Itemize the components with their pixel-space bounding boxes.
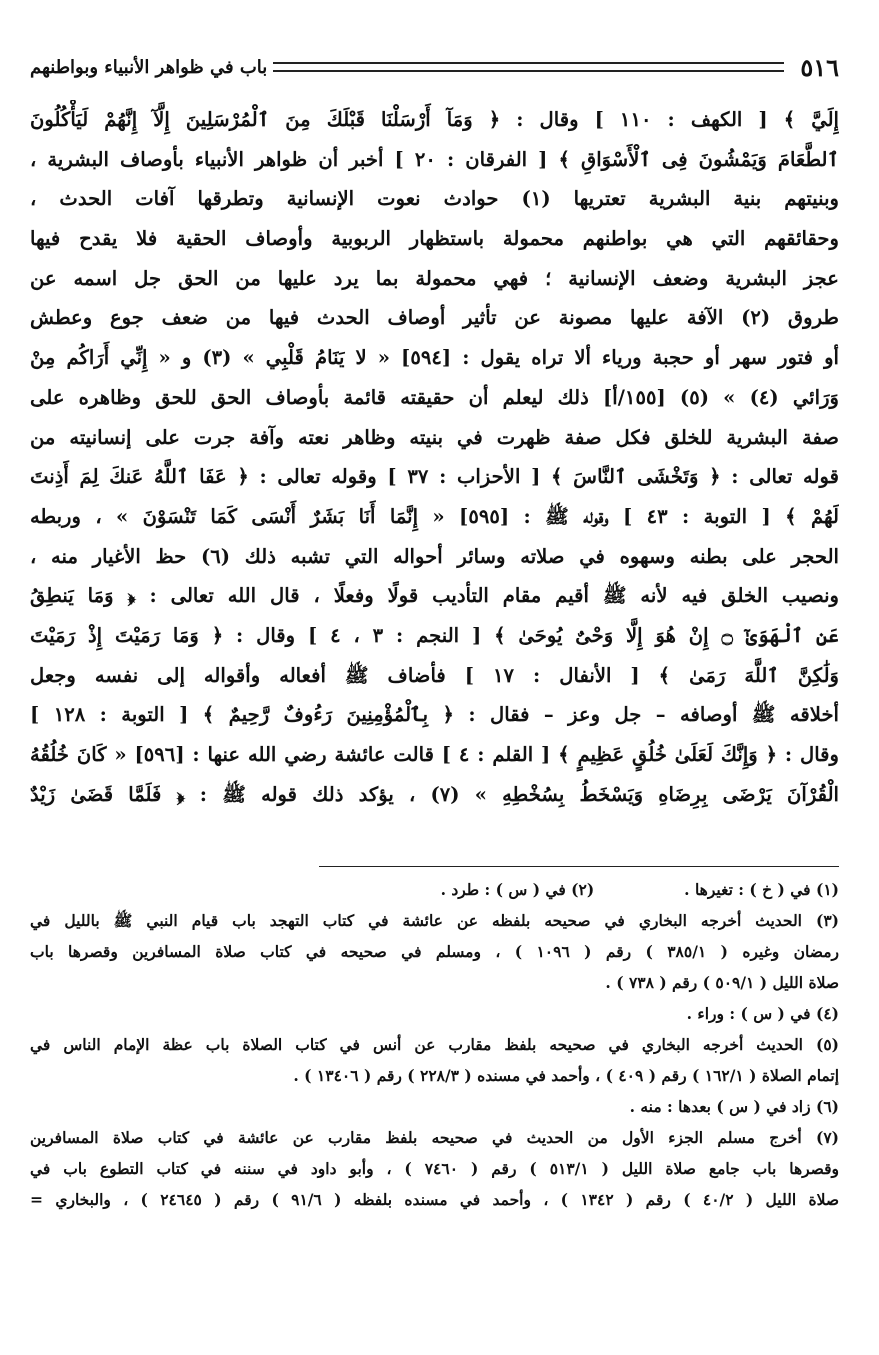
- text-line: الحجر على بطنه وسهوه في صلاته وسائر أحواله التي تشبه ذلك (٦) حظ الأغيار منه ،: [30, 544, 839, 568]
- footnote-2: (٢) في ( س ) : طرد .: [440, 880, 595, 899]
- text-line: وبنيتهم بنية البشرية تعتريها (١) حوادث نعوت الإنسانية وتطرقها آفات الحدث ،: [30, 187, 839, 211]
- footnote-1: (١) في ( خ ) : تغيرها .: [684, 880, 839, 899]
- text-line: عَنِ ٱلْهَوَىٰٓ ۝ إِنْ هُوَ إِلَّا وَحْىٌ يُوحَىٰ ﴾ [ النجم : ٣ ، ٤ ] وقال : ﴿ وَمَا رَمَيْتَ إِذْ رَمَيْتَ: [30, 623, 839, 647]
- page-header: [30, 52, 839, 82]
- text-line: صفة البشرية للخلق فكل صفة ظهرت في بنيته وظاهر نعته وآفة جرت على إنسانيته من: [30, 425, 839, 449]
- page-number: ٥١٦: [800, 52, 839, 82]
- footnote-line: (٤) في ( س ) : وراء .: [686, 1004, 839, 1023]
- header-rule: [273, 62, 784, 72]
- text-line: ٱلطَّعَامَ وَيَمْشُونَ فِى ٱلْأَسْوَاقِ ﴾ [ الفرقان : ٢٠ ] أخبر أن ظواهر الأنبياء بأوصاف البشرية ،: [30, 147, 839, 171]
- footnote-line: صلاة الليل ( ٥٠٩/١ ) رقم ( ٧٣٨ ) .: [605, 973, 839, 992]
- text-line: لَهُمْ ﴾ [ التوبة : ٤٣ ] وقوله ﷺ : [٥٩٥] « إِنَّمَا أَنَا بَشَرٌ أَنْسَى كَمَا تَنْسَوْنَ » ، وربطه: [30, 504, 839, 528]
- footnote-line: وقصرها باب جامع صلاة الليل ( ٥١٣/١ ) رقم ( ٧٤٦٠ ) ، وأبو داود في سننه في كتاب التطوع باب في: [30, 1159, 839, 1178]
- main-text: [30, 100, 839, 814]
- footnote-line: (٣) الحديث أخرجه البخاري في صحيحه بلفظه عن عائشة في كتاب التهجد باب قيام النبي ﷺ بالليل في: [30, 911, 839, 930]
- text-line: وحقائقهم التي هي بواطنهم محمولة باستظهار الربوبية وأوصاف الحقية فلا يقدح فيها: [30, 227, 839, 251]
- footnote-line: (٦) زاد في ( س ) بعدها : منه .: [629, 1097, 839, 1116]
- footnote-divider: [319, 866, 839, 867]
- footnotes: [30, 874, 839, 1215]
- text-line: عجز البشرية وضعف الإنسانية ؛ فهي محمولة بما يرد عليها من الحق جل اسمه عن: [30, 266, 839, 290]
- text-line: وقال : ﴿ وَإِنَّكَ لَعَلَىٰ خُلُقٍ عَظِيمٍ ﴾ [ القلم : ٤ ] قالت عائشة رضي الله عنها : [٥٩٦] « كَانَ خُلُقُهُ: [30, 743, 839, 766]
- text-line: ونصيب الخلق فيه لأنه ﷺ أقيم مقام التأديب قولًا وفعلًا ، قال الله تعالى : ﴿ وَمَا يَنطِقُ: [30, 584, 839, 608]
- text-line: الْقُرْآنَ يَرْضَى بِرِضَاهِ وَيَسْخَطُ بِسُخْطِهِ » (٧) ، يؤكد ذلك قوله ﷺ : ﴿ فَلَمَّا قَضَىٰ زَيْدٌ: [30, 782, 839, 806]
- text-line: وَرَائي (٤) » (٥) [١٥٥/أ] ذلك ليعلم أن حقيقته قائمة بأوصاف الحق للحق وظاهره على: [30, 385, 839, 409]
- text-line: قوله تعالى : ﴿ وَتَخْشَى ٱلنَّاسَ ﴾ [ الأحزاب : ٣٧ ] وقوله تعالى : ﴿ عَفَا ٱللَّهُ عَنكَ لِمَ أَذِنتَ: [30, 465, 839, 489]
- text-line: طروق (٢) الآفة عليها مصونة عن تأثير أوصاف الحدث فيها من ضعف جوع وعطش: [30, 306, 839, 330]
- footnote-line: إتمام الصلاة ( ١٦٢/١ ) رقم ( ٤٠٩ ) ، وأحمد في مسنده ( ٢٢٨/٣ ) رقم ( ١٣٤٠٦ ) .: [293, 1066, 839, 1085]
- footnote-line: صلاة الليل ( ٤٠/٢ ) رقم ( ١٣٤٢ ) ، وأحمد في مسنده بلفظه ( ٩١/٦ ) رقم ( ٢٤٦٤٥ ) ، والبخاري =: [30, 1190, 839, 1209]
- text-line: أخلاقه ﷺ أوصافه – جل وعز – فقال : ﴿ بِٱلْمُؤْمِنِينَ رَءُوفٌ رَّحِيمٌ ﴾ [ التوبة : ١٢٨ ]: [30, 703, 839, 727]
- footnote-line: (٧) أخرج مسلم الجزء الأول من الحديث في صحيحه بلفظ مقارب عن عائشة في كتاب صلاة المسافرين: [30, 1128, 839, 1147]
- footnote-line: (٥) الحديث أخرجه البخاري في صحيحه بلفظ مقارب عن أنس في كتاب الصلاة باب عظة الإمام الناس في: [30, 1035, 839, 1054]
- text-line: أو فتور سهر أو حجبة ورياء ألا تراه يقول : [٥٩٤] « لا يَنَامُ قَلْبِي » (٣) و « إِنِّي أَرَاكُم مِنْ: [30, 346, 839, 370]
- footnote-line: رمضان وغيره ( ٣٨٥/١ ) رقم ( ١٠٩٦ ) ، ومسلم في صحيحه في كتاب صلاة المسافرين وقصرها باب: [30, 942, 839, 961]
- text-line: إِلَيَّ ﴾ [ الكهف : ١١٠ ] وقال : ﴿ وَمَآ أَرْسَلْنَا قَبْلَكَ مِنَ ٱلْمُرْسَلِينَ إِلَّآ إِنَّهُمْ لَيَأْكُلُونَ: [30, 108, 839, 131]
- footnote-pair: [30, 874, 839, 905]
- text-line: وَلَٰكِنَّ ٱللَّهَ رَمَىٰ ﴾ [ الأنفال : ١٧ ] فأضاف ﷺ أفعاله وأقواله إلى نفسه وجعل: [30, 663, 839, 687]
- running-title: باب في ظواهر الأنبياء وبواطنهم: [30, 56, 268, 78]
